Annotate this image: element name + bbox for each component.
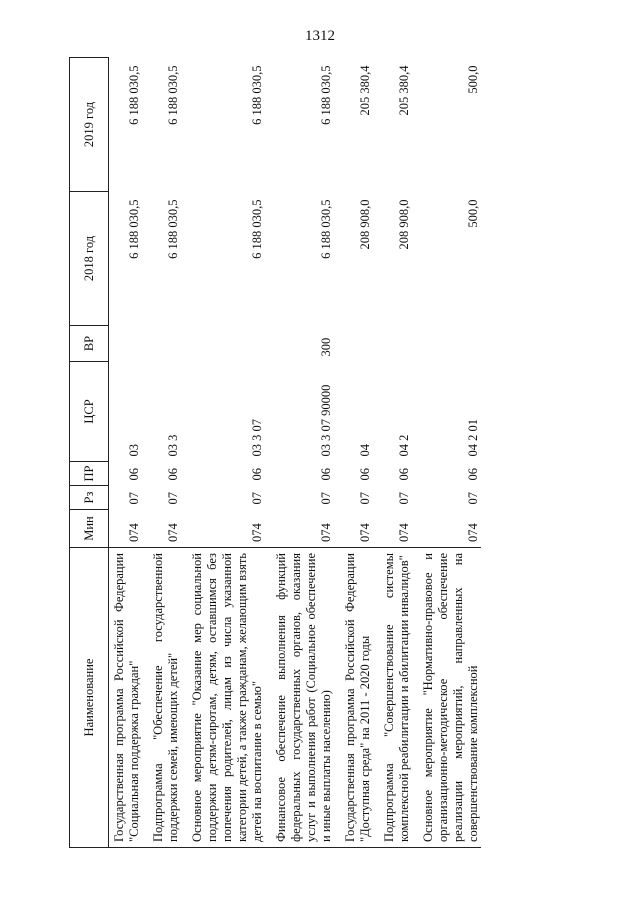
row-name: Подпрограмма "Совершенствование системы комплексной реабилитации и абилитации инвалидов" bbox=[379, 548, 418, 848]
header-pr: ПР bbox=[70, 462, 109, 486]
row-vr bbox=[379, 326, 418, 362]
row-2019: 500,0 bbox=[466, 65, 480, 94]
row-2018: 208 908,0 bbox=[358, 199, 372, 250]
row-csr: 04 2 bbox=[397, 434, 411, 457]
row-rz: 07 bbox=[319, 492, 333, 505]
row-min: 074 bbox=[166, 523, 180, 542]
row-2019: 205 380,4 bbox=[397, 65, 411, 116]
table-row bbox=[340, 58, 379, 848]
table-row bbox=[379, 58, 418, 848]
row-rz: 07 bbox=[166, 492, 180, 505]
row-csr: 03 bbox=[127, 444, 141, 457]
row-2018: 6 188 030,5 bbox=[319, 199, 333, 259]
row-csr: 03 3 07 90000 bbox=[319, 384, 333, 457]
row-csr: 03 3 07 bbox=[250, 419, 264, 457]
row-name: Государственная программа Российской Федерации "Доступная среда" на 2011 - 2020 годы bbox=[340, 548, 379, 848]
row-vr: 300 bbox=[319, 337, 333, 357]
row-2018: 500,0 bbox=[466, 199, 480, 228]
header-2018: 2018 год bbox=[70, 192, 109, 326]
header-2019: 2019 год bbox=[70, 58, 109, 192]
table-row bbox=[109, 58, 149, 848]
table-header-row bbox=[70, 58, 109, 848]
row-min: 074 bbox=[466, 523, 480, 542]
row-2018: 6 188 030,5 bbox=[127, 199, 141, 259]
row-pr: 06 bbox=[250, 468, 264, 481]
row-2019: 6 188 030,5 bbox=[319, 65, 333, 125]
header-name: Наименование bbox=[70, 548, 109, 848]
page-number: 1312 bbox=[305, 28, 335, 44]
row-csr: 04 2 01 bbox=[466, 419, 480, 457]
header-rz: Рз bbox=[70, 486, 109, 510]
row-2019: 6 188 030,5 bbox=[166, 65, 180, 125]
row-vr bbox=[109, 326, 149, 362]
row-pr: 06 bbox=[166, 468, 180, 481]
row-2018: 6 188 030,5 bbox=[166, 199, 180, 259]
row-min: 074 bbox=[127, 523, 141, 542]
row-pr: 06 bbox=[397, 468, 411, 481]
row-name: Финансовое обеспечение выполнения функций федеральных государственных органов, оказания услуг и выполнения работ (Социальное обеспечение и иные выплаты населению) bbox=[271, 548, 340, 848]
row-rz: 07 bbox=[127, 492, 141, 505]
row-2018: 208 908,0 bbox=[397, 199, 411, 250]
row-name: Государственная программа Российской Федерации "Социальная поддержка граждан" bbox=[109, 548, 149, 848]
header-csr: ЦСР bbox=[70, 362, 109, 462]
row-vr bbox=[340, 326, 379, 362]
row-vr bbox=[418, 326, 481, 362]
row-2019: 6 188 030,5 bbox=[127, 65, 141, 125]
table-row bbox=[148, 58, 187, 848]
row-rz: 07 bbox=[250, 492, 264, 505]
row-name: Основное мероприятие "Нормативно-правовое и организационно-методическое обеспечение реализации мероприятий, направленных на совершенствование комплексной bbox=[418, 548, 481, 848]
table-row bbox=[187, 58, 271, 848]
row-vr bbox=[148, 326, 187, 362]
row-rz: 07 bbox=[397, 492, 411, 505]
table-row bbox=[418, 58, 481, 848]
row-pr: 06 bbox=[466, 468, 480, 481]
row-pr: 06 bbox=[127, 468, 141, 481]
row-min: 074 bbox=[319, 523, 333, 542]
header-min: Мин bbox=[70, 510, 109, 548]
row-pr: 06 bbox=[319, 468, 333, 481]
budget-table bbox=[69, 57, 481, 848]
table-row bbox=[271, 58, 340, 848]
row-name: Основное мероприятие "Оказание мер социальной поддержки детям-сиротам, детям, оставшимся без попечения родителей, лицам из числа указанной категории детей, а также гражданам, желающим взять детей на воспитание в семью" bbox=[187, 548, 271, 848]
row-rz: 07 bbox=[466, 492, 480, 505]
row-2018: 6 188 030,5 bbox=[250, 199, 264, 259]
row-rz: 07 bbox=[358, 492, 372, 505]
row-vr bbox=[187, 326, 271, 362]
row-min: 074 bbox=[397, 523, 411, 542]
row-2019: 6 188 030,5 bbox=[250, 65, 264, 125]
rotated-table-wrapper bbox=[69, 58, 599, 848]
row-min: 074 bbox=[358, 523, 372, 542]
row-csr: 03 3 bbox=[166, 434, 180, 457]
header-vr: ВР bbox=[70, 326, 109, 362]
row-csr: 04 bbox=[358, 444, 372, 457]
row-name: Подпрограмма "Обеспечение государственной поддержки семей, имеющих детей" bbox=[148, 548, 187, 848]
row-min: 074 bbox=[250, 523, 264, 542]
row-pr: 06 bbox=[358, 468, 372, 481]
row-2019: 205 380,4 bbox=[358, 65, 372, 116]
